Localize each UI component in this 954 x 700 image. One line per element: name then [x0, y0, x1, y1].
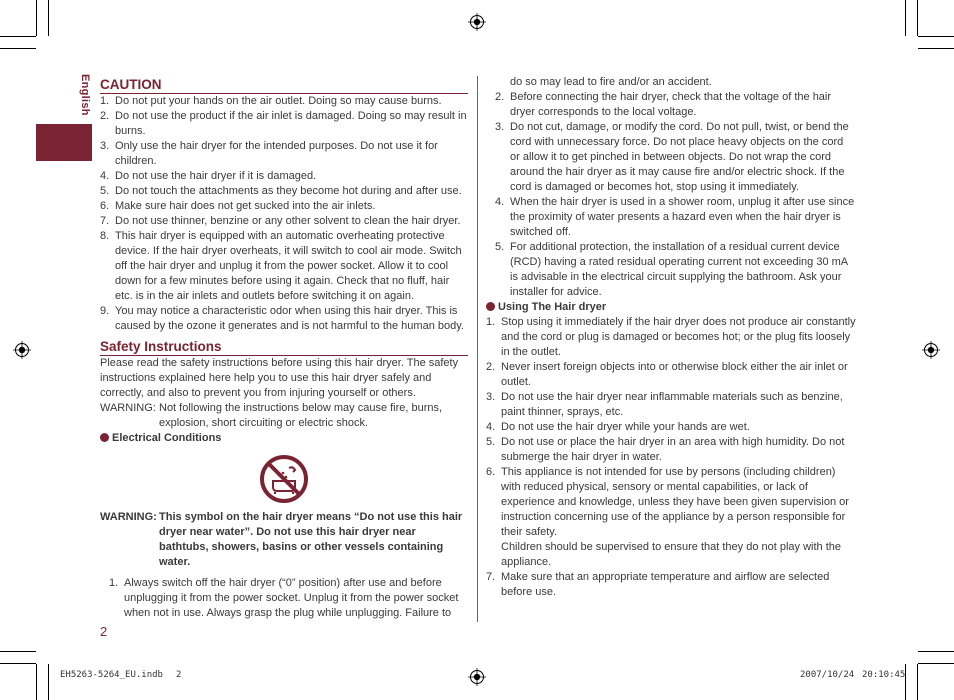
electrical-list [100, 576, 468, 621]
crop-mark [48, 0, 49, 36]
using-heading: Using The Hair dryer [486, 300, 856, 315]
page-number: 2 [100, 624, 108, 639]
slug-date: 2007/10/24 [800, 670, 855, 680]
list-item: 6. Make sure hair does not get sucked into the air inlets. [100, 200, 376, 212]
bullet-icon [100, 433, 109, 442]
using-list [486, 315, 856, 600]
list-item: 4. When the hair dryer is used in a shower room, unplug it after use since the proximity of water presents a hazard even when the hair dryer is switched off. [495, 196, 855, 238]
crop-mark [905, 0, 906, 36]
crop-mark [36, 664, 37, 700]
crop-mark [918, 36, 954, 37]
list-item: 5. Do not use or place the hair dryer in an area with high humidity. Do not submerge the hair dryer in water. [486, 436, 845, 463]
slug-page: 2 [176, 670, 182, 680]
list-item: 5. Do not touch the attachments as they become hot during and after use. [100, 185, 462, 197]
warning-label: WARNING: [100, 511, 157, 523]
slug-filename: EH5263-5264_EU.indb [60, 670, 163, 680]
warning-note [100, 401, 468, 431]
column-divider [477, 76, 478, 622]
list-item: 8. This hair dryer is equipped with an automatic overheating protective device. If the hair dryer overheats, it will switch to cool air mode. Switch off the hair dryer and unplug it from the power socket. Allow it to cool down for a few minutes before using it again. Check that no fluff, hair etc. is in the air inlets and outlets before switching it on again. [100, 230, 462, 302]
list-item: 2. Before connecting the hair dryer, check that the voltage of the hair dryer corresponds to the local voltage. [495, 91, 832, 118]
warning-text: Not following the instructions below may cause fire, burns, explosion, short circuiting or electric shock. [159, 402, 443, 429]
no-water-bath-icon [259, 454, 309, 504]
crop-mark [0, 36, 36, 37]
bullet-icon [486, 302, 495, 311]
crop-mark [48, 664, 49, 700]
list-item: 1. Always switch off the hair dryer (“0” position) after use and before unplugging it from the power socket. Unplug it from the power socket when not in use. Always grasp the plug while unplugging. Failure to [109, 577, 459, 619]
list-item: 3. Only use the hair dryer for the intended purposes. Do not use it for children. [100, 140, 438, 167]
list-item: 2. Do not use the product if the air inlet is damaged. Doing so may result in burns. [100, 110, 467, 137]
warning-label: WARNING: [100, 402, 156, 414]
registration-mark-icon [922, 341, 940, 359]
list-item: 4. Do not use the hair dryer while your hands are wet. [486, 421, 750, 433]
electrical-heading: Electrical Conditions [100, 431, 468, 446]
list-item: 2. Never insert foreign objects into or otherwise block either the air inlet or outlet. [486, 361, 848, 388]
crop-mark [36, 0, 37, 36]
item1-continued: do so may lead to fire and/or an accident. [510, 76, 712, 88]
list-item: 1. Do not put your hands on the air outlet. Doing so may cause burns. [100, 95, 442, 107]
list-item: 1. Stop using it immediately if the hair dryer does not produce air constantly and the cord or plug is damaged or becomes hot; or the plug fits loosely in the outlet. [486, 316, 856, 358]
electrical-list-continued [486, 90, 856, 300]
crop-mark [0, 48, 36, 49]
list-item: 6. This appliance is not intended for use by persons (including children) with reduced physical, sensory or mental capabilities, or lack of experience and knowledge, unless they have been given supervision or instruction concerning use of the appliance by a person responsible for their safety. Children should be supervised to ensure that they do not play with the appliance. [486, 466, 849, 568]
registration-mark-icon [13, 341, 31, 359]
list-item: 5. For additional protection, the installation of a residual current device (RCD) having a rated residual operating current not exceeding 30 mA is advisable in the electrical circuit supplying the bathroom. Ask your installer for advice. [495, 241, 848, 298]
supervision-note: Children should be supervised to ensure that they do not play with the appliance. [501, 541, 841, 568]
crop-mark [0, 663, 36, 664]
crop-mark [917, 664, 918, 700]
warning-text: This symbol on the hair dryer means “Do not use this hair dryer near water”. Do not use this hair dryer near bathtubs, showers, basins or other vessels containing water. [159, 511, 463, 568]
caution-list [100, 94, 468, 334]
list-item: 7. Do not use thinner, benzine or any other solvent to clean the hair dryer. [100, 215, 461, 227]
left-column [100, 78, 468, 621]
list-item: 3. Do not use the hair dryer near inflammable materials such as benzine, paint thinner, sprays, etc. [486, 391, 843, 418]
right-column [486, 75, 856, 600]
slug-time: 20:10:45 [862, 670, 906, 680]
crop-mark [918, 48, 954, 49]
list-item: 7. Make sure that an appropriate temperature and airflow are selected before use. [486, 571, 830, 598]
crop-mark [918, 663, 954, 664]
list-item: 3. Do not cut, damage, or modify the cord. Do not pull, twist, or bend the cord with unnecessary force. Do not place heavy objects on the cord or allow it to get pinched in between objects. Do not wrap the cord around the hair dryer as it may cause fire and/or electric shock. If the cord is damaged or becomes hot, stop using it immediately. [495, 121, 849, 193]
list-item: 4. Do not use the hair dryer if it is damaged. [100, 170, 317, 182]
list-item: 9. You may notice a characteristic odor when using this hair dryer. This is caused by the ozone it generates and is not harmful to the human body. [100, 305, 464, 332]
registration-mark-icon [468, 13, 486, 31]
registration-mark-icon [468, 668, 486, 686]
caution-heading: CAUTION [100, 78, 468, 94]
crop-mark [918, 651, 954, 652]
language-label: English [79, 74, 91, 116]
safety-heading: Safety Instructions [100, 340, 468, 356]
language-tab [36, 124, 92, 161]
safety-intro: Please read the safety instructions before using this hair dryer. The safety instructions explained here help you to use this hair dryer safely and correctly, and also to prevent you from injuring yourself or others. [100, 357, 459, 399]
crop-mark [0, 651, 36, 652]
warning-symbol-note [100, 510, 468, 570]
crop-mark [917, 0, 918, 36]
symbol-wrapper [100, 446, 468, 510]
